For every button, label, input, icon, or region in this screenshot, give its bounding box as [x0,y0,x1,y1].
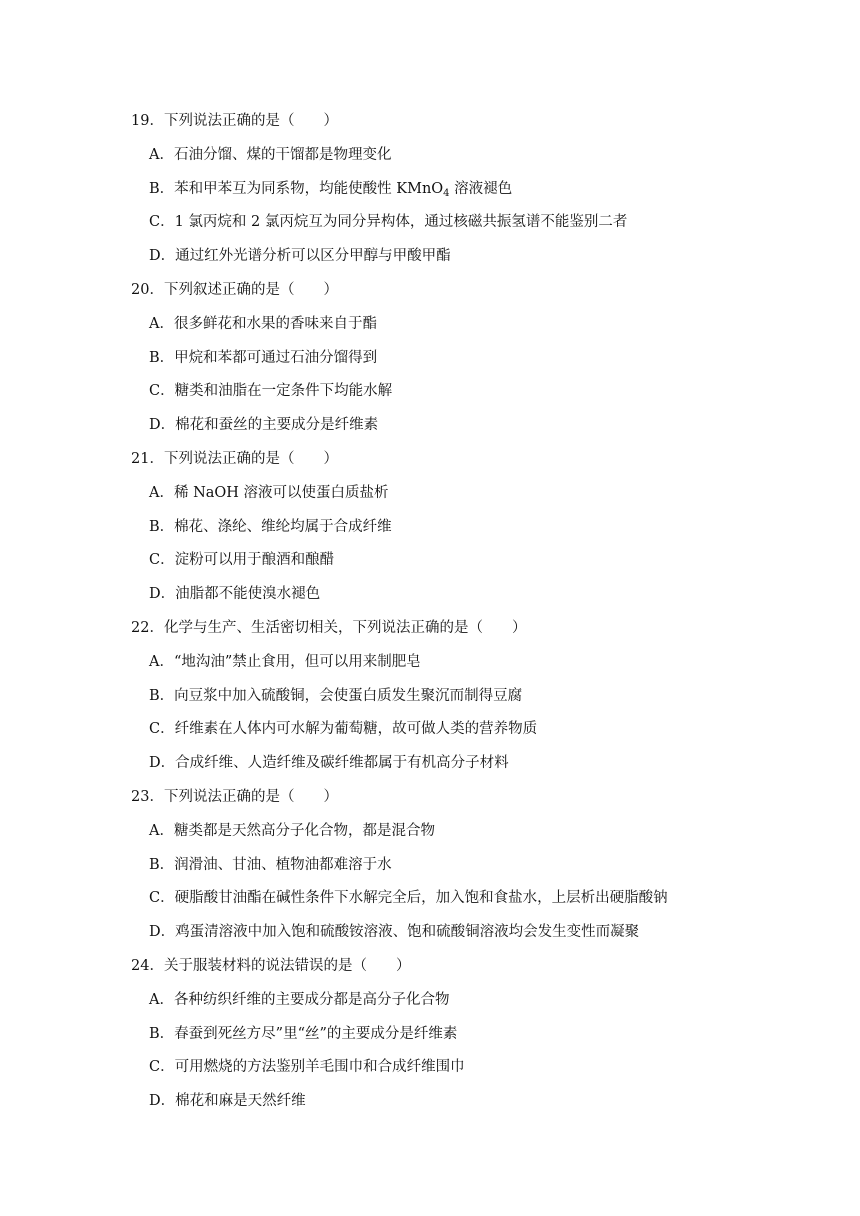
question-stem: 23．下列说法正确的是（ ） [131,789,338,805]
subscript: 4 [443,188,450,199]
option-c: C．糖类和油脂在一定条件下均能水解 [149,383,393,399]
question-stem: 22．化学与生产、生活密切相关，下列说法正确的是（ ） [131,620,527,636]
option-c: C．纤维素在人体内可水解为葡萄糖，故可做人类的营养物质 [149,721,538,737]
option-b: B．棉花、涤纶、维纶均属于合成纤维 [149,519,392,535]
option-b: B．润滑油、甘油、植物油都难溶于水 [149,857,392,873]
option-c: C．1 氯丙烷和 2 氯丙烷互为同分异构体，通过核磁共振氢谱不能鉴别二者 [149,214,628,230]
option-a: A．糖类都是天然高分子化合物，都是混合物 [149,823,435,839]
option-d: D．通过红外光谱分析可以区分甲醇与甲酸甲酯 [149,248,451,264]
option-b: B．甲烷和苯都可通过石油分馏得到 [149,350,378,366]
option-c: C．可用燃烧的方法鉴别羊毛围巾和合成纤维围巾 [149,1059,465,1075]
option-d: D．合成纤维、人造纤维及碳纤维都属于有机高分子材料 [149,755,509,771]
option-a: A．石油分馏、煤的干馏都是物理变化 [149,147,392,163]
option-text: B．苯和甲苯互为同系物，均能使酸性 KMnO [149,181,444,197]
option-b [149,180,512,203]
option-d: D．鸡蛋清溶液中加入饱和硫酸铵溶液、饱和硫酸铜溶液均会发生变性而凝聚 [149,924,640,940]
option-text: 溶液褪色 [449,181,513,197]
option-b: B．春蚕到死丝方尽”里“丝”的主要成分是纤维素 [149,1026,458,1042]
question-stem: 24．关于服装材料的说法错误的是（ ） [131,958,411,974]
option-a: A．“地沟油”禁止食用，但可以用来制肥皂 [149,654,421,670]
option-c: C．硬脂酸甘油酯在碱性条件下水解完全后，加入饱和食盐水，上层析出硬脂酸钠 [149,890,668,906]
question-stem: 19．下列说法正确的是（ ） [131,113,338,129]
option-a: A．很多鲜花和水果的香味来自于酯 [149,316,377,332]
option-c: C．淀粉可以用于酿酒和酿醋 [149,552,335,568]
option-b: B．向豆浆中加入硫酸铜，会使蛋白质发生聚沉而制得豆腐 [149,688,523,704]
option-d: D．油脂都不能使溴水褪色 [149,586,321,602]
option-a: A．各种纺织纤维的主要成分都是高分子化合物 [149,992,450,1008]
question-stem: 21．下列说法正确的是（ ） [131,451,338,467]
option-d: D．棉花和蚕丝的主要成分是纤维素 [149,417,379,433]
option-a: A．稀 NaOH 溶液可以使蛋白质盐析 [149,485,389,501]
question-stem: 20．下列叙述正确的是（ ） [131,282,338,298]
option-d: D．棉花和麻是天然纤维 [149,1093,306,1109]
